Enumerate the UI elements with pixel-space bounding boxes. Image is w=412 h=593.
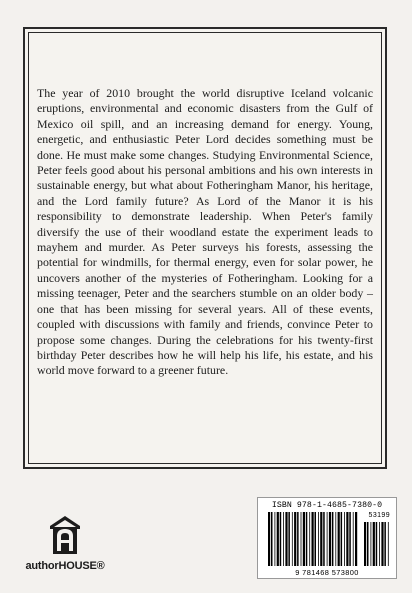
- barcode-bar: [318, 512, 319, 566]
- barcode-bar: [341, 512, 343, 566]
- barcode-bar: [306, 512, 308, 566]
- barcode-bars: [258, 498, 396, 578]
- barcode-bar: [292, 512, 293, 566]
- barcode-bar: [271, 512, 273, 566]
- barcode-bar: [312, 512, 314, 566]
- barcode-bar: [353, 512, 354, 566]
- barcode-bar: [344, 512, 345, 566]
- barcode-bar: [315, 512, 317, 566]
- barcode-bar: [371, 522, 372, 566]
- authorhouse-logo-icon: [49, 515, 81, 555]
- barcode-bar: [280, 512, 282, 566]
- barcode-bar: [268, 512, 270, 566]
- publisher-name: authorHOUSE®: [25, 560, 105, 572]
- barcode-bar: [327, 512, 328, 566]
- barcode-bar: [288, 512, 290, 566]
- barcode-bar: [277, 512, 279, 566]
- book-description: The year of 2010 brought the world disruptive Iceland volcanic eruptions, environmental and economic disasters from the Gulf of Mexico oil spill, and an increasing demand for energy. Young, energetic, and enthusiastic Peter Lord decides something must be done. He must make some changes. Studying Environmental Science, Peter feels good about his personal ambitions and his own interests in sustainable energy, but what about Fotheringham Manor, his heritage, and the Lord family future? As Lord of the Manor it is his responsibility to demonstrate leadership. When Peter's family diversify the use of their woodland estate the experiment leads to mayhem and murder. As Peter surveys his forests, assessing the potential for windmills, for thermal energy, even for solar power, he uncovers another of the mysteries of Fotheringham. Looking for a missing teenager, Peter and the searchers stumble on an older body – one that has been missing for several years. All of these events, coupled with discussions with family and friends, convince Peter to propose some changes. During the celebrations for his twenty-first birthday Peter describes how he will help his life, his estate, and his world move forward to a greener future.: [37, 86, 373, 378]
- barcode-bar: [297, 512, 299, 566]
- isbn-barcode: [257, 497, 397, 579]
- barcode-bar: [346, 512, 348, 566]
- barcode-bar: [329, 512, 331, 566]
- isbn-label: ISBN 978-1-4685-7380-0: [271, 501, 383, 510]
- barcode-bar: [294, 512, 296, 566]
- barcode-bar: [301, 512, 302, 566]
- description-frame: [23, 27, 387, 469]
- barcode-bar: [349, 512, 351, 566]
- barcode-bar: [332, 512, 334, 566]
- barcode-bar: [373, 522, 375, 566]
- barcode-bar: [275, 512, 276, 566]
- publisher-logo: [20, 515, 110, 575]
- barcode-bar: [320, 512, 322, 566]
- barcode-addon-digits: 53199: [368, 512, 390, 519]
- barcode-bar: [338, 512, 340, 566]
- barcode-bar: [303, 512, 305, 566]
- barcode-bar: [309, 512, 310, 566]
- barcode-bar: [364, 522, 366, 566]
- barcode-bar: [388, 522, 389, 566]
- barcode-bar: [379, 522, 380, 566]
- barcode-bar: [376, 522, 378, 566]
- barcode-bar: [381, 522, 383, 566]
- barcode-digits: 9 781468 573800: [295, 568, 359, 577]
- barcode-bar: [335, 512, 336, 566]
- barcode-bar: [283, 512, 284, 566]
- barcode-bar: [323, 512, 325, 566]
- barcode-bar: [384, 522, 386, 566]
- barcode-bar: [355, 512, 357, 566]
- barcode-bar: [285, 512, 287, 566]
- barcode-bar: [367, 522, 369, 566]
